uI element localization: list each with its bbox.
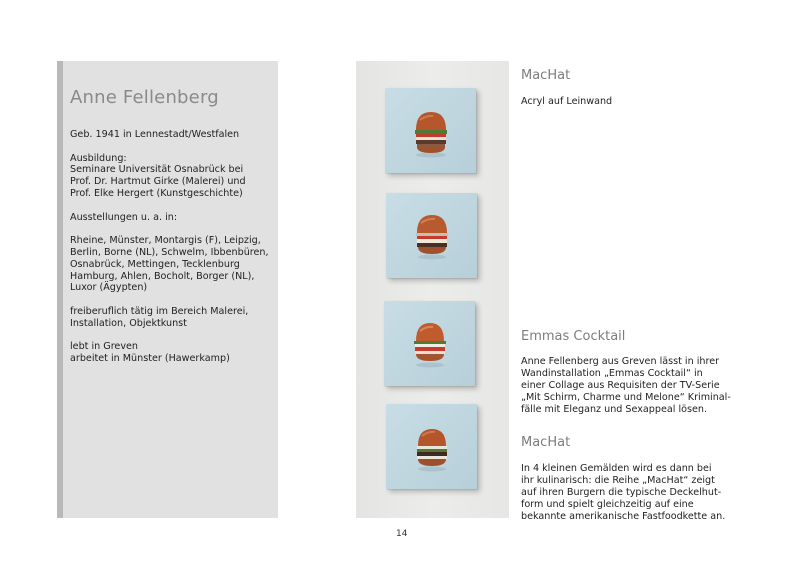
bio-work-areas: freiberuflich tätig im Bereich Malerei, Installation, Objektkunst (70, 305, 249, 329)
burger-icon (386, 404, 477, 489)
page-number: 14 (396, 529, 408, 539)
burger-icon (385, 88, 476, 173)
burger-painting-3 (384, 301, 475, 386)
burger-painting-1 (385, 88, 476, 173)
machat-heading: MacHat (521, 435, 571, 450)
artwork-photo (356, 61, 509, 518)
emmas-cocktail-heading: Emmas Cocktail (521, 329, 626, 344)
bio-text (70, 129, 275, 377)
artwork-medium: Acryl auf Leinwand (521, 96, 613, 107)
bio-panel (57, 61, 278, 518)
artist-name: Anne Fellenberg (70, 87, 219, 108)
bio-exhibitions-heading: Ausstellungen u. a. in: (70, 211, 178, 223)
emmas-cocktail-text: Anne Fellenberg aus Greven lässt in ihrer Wandinstallation „Emmas Cocktail“ in einer Collage aus Requisiten der TV-Serie „Mit Schirm, Charme und Melone“ Kriminal- fälle mit Eleganz und Sexappeal lösen. (521, 356, 731, 415)
burger-icon (386, 193, 477, 278)
bio-exhibitions-list: Rheine, Münster, Montargis (F), Leipzig, Berlin, Borne (NL), Schwelm, Ibbenbüren, Osnabrück, Mettingen, Tecklenburg Hamburg, Ahlen, Bocholt, Borger (NL), Luxor (Ägypten) (70, 235, 269, 294)
machat-text: In 4 kleinen Gemälden wird es dann bei ihr kulinarisch: die Reihe „MacHat“ zeigt auf ihren Burgern die typische Deckelhut- form und spielt gleichzeitig auf eine bekannte amerikanische Fastfoodkette an. (521, 463, 726, 522)
burger-painting-2 (386, 193, 477, 278)
artwork-title: MacHat (521, 68, 571, 83)
bio-birth: Geb. 1941 in Lennestadt/Westfalen (70, 129, 240, 140)
burger-icon (384, 301, 475, 386)
bio-accent-bar (57, 61, 63, 518)
bio-education: Ausbildung: Seminare Universität Osnabrück bei Prof. Dr. Hartmut Girke (Malerei) und Prof. Elke Hergert (Kunstgeschichte) (70, 152, 246, 199)
bio-residence: lebt in Greven arbeitet in Münster (Hawerkamp) (70, 341, 230, 365)
burger-painting-4 (386, 404, 477, 489)
